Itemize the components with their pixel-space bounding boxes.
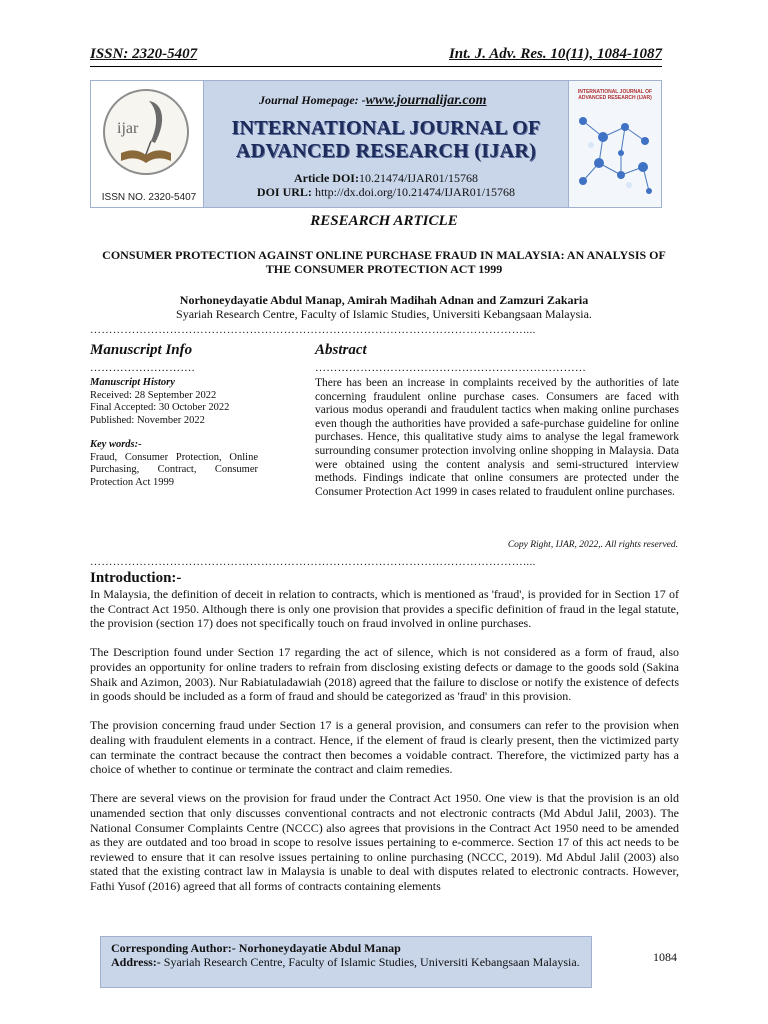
running-header [90,46,662,67]
molecule-network-icon [569,81,661,207]
quill-book-logo-icon [103,89,189,175]
address-text: Syariah Research Centre, Faculty of Islamic Studies, Universiti Kebangsaan Malaysia. [160,955,580,969]
cover-title-text: INTERNATIONAL JOURNAL OF ADVANCED RESEARCH (IJAR) [577,89,653,101]
abstract-dots: ……………………………………………………………… [315,362,587,374]
corresponding-author-box [100,936,592,988]
address-label: Address:- [111,955,161,969]
accepted-date: Final Accepted: 30 October 2022 [90,402,230,413]
manuscript-info-heading: Manuscript Info [90,342,193,358]
separator-bottom: …………………………………………………………………………………………………….... [90,556,536,568]
issn-label: ISSN: 2320-5407 [90,46,198,62]
manuscript-dots: ………………………. [90,362,195,374]
article-authors: Norhoneydayatie Abdul Manap, Amirah Madihah Adnan and Zamzuri Zakaria [179,293,589,307]
received-date: Received: 28 September 2022 [90,389,217,401]
article-type: RESEARCH ARTICLE [310,213,458,229]
published-date: Published: November 2022 [90,414,205,426]
paragraph: There are several views on the provision for fraud under the Contract Act 1950. One view is that the provision is an old unamended section that only discusses conventional contracts and not electronic contracts (Md Abdul Jalil, 2003). The National Consumer Complaints Centre (NCCC) also agrees that provisions in the Contract Act 1950 need to be amended as they are outdated and too broad in scope to resolve issues pertaining to e-commerce. Section 17 of this act needs to be reviewed to ensure that it can resolve issues pertaining to online purchasing (NCCC, 2019). Md Abdul Jalil (2003) also stated that the existing contract law in Malaysia is unable to deal with disputes related to electronic contracts. However, Fathi Yusof (2016) agreed that all forms of contracts containing elements [90,791,679,893]
article-title: CONSUMER PROTECTION AGAINST ONLINE PURCHASE FRAUD IN MALAYSIA: AN ANALYSIS OF THE CONSUMER PROTECTION ACT 1999 [102,248,666,276]
abstract-heading: Abstract [315,342,367,358]
journal-banner [90,80,662,208]
logo-issn-text: ISSN NO. 2320-5407 [101,192,197,203]
homepage-label: Journal Homepage: - [259,93,366,107]
journal-title-line1: INTERNATIONAL JOURNAL OF [231,117,541,139]
journal-cover-image [568,81,661,207]
abstract-text: There has been an increase in complaints received by the authorities of late concerning fraudulent online purchase cases. Consumers are faced with various modus operandi and fraudulent tactics when making online purchases even though the authorities have provided a safe-purchase guideline for online purchases. Hence, this qualitative study aims to analyse the legal framework surrounding consumer protection involving online shopping in Malaysia. Data were obtained using the content analysis and semi-structured interview methods. Findings indicate that online consumers are protected under the Consumer Protection Act 1999 in cases related to fraudulent online purchases. [315,377,679,498]
doi-url-label: DOI URL: [256,185,312,199]
corresponding-author: Corresponding Author:- Norhoneydayatie Abdul Manap [111,941,401,955]
paragraph: The Description found under Section 17 regarding the act of silence, which is not considered as a form of fraud, also provides an opportunity for online traders to refrain from disclosing existing defects or damage to the goods sold (Sakina Shaik and Azimon, 2003). Nur Rabiatuladawiah (2018) agreed that the failure to disclose or notify the existence of defects in goods should be included as a form of fraud and should be categorized as 'fraud' in this provision. [90,645,679,704]
doi-value: 10.21474/IJAR01/15768 [358,171,478,185]
keywords-list: Fraud, Consumer Protection, Online Purchasing, Contract, Consumer Protection Act 1999 [90,451,258,488]
introduction-body [90,587,679,908]
journal-homepage [259,93,487,109]
separator-top: …………………………………………………………………………………………………….... [90,324,536,336]
doi-block [211,171,561,199]
homepage-link[interactable]: www.journalijar.com [365,93,487,108]
journal-title [211,117,561,163]
history-heading: Manuscript History [90,377,175,388]
svg-text:ijar: ijar [117,120,139,137]
manuscript-info [90,377,258,489]
keywords-heading: Key words:- [90,439,142,450]
paragraph: The provision concerning fraud under Section 17 is a general provision, and consumers can refer to the provision when dealing with fraudulent elements in a contract. Hence, if the element of fraud is clearly present, then the victimized party can terminate the contract because the contract then becomes a voidable contract. Therefore, the victimized party has a choice of whether to continue or terminate the contract and claim remedies. [90,718,679,777]
page-number: 1084 [653,950,677,964]
introduction-heading: Introduction:- [90,570,182,586]
article-affiliation: Syariah Research Centre, Faculty of Islamic Studies, Universiti Kebangsaan Malaysia. [176,307,592,321]
journal-logo [91,81,204,207]
doi-url-link[interactable]: http://dx.doi.org/10.21474/IJAR01/15768 [314,185,516,199]
copyright-notice: Copy Right, IJAR, 2022,. All rights reserved. [507,540,678,550]
paragraph: In Malaysia, the definition of deceit in relation to contracts, which is mentioned as 'fraud', is provided for in Section 17 of the Contract Act 1950. Although there is only one provision that provides a specific definition of fraud in the legal statute, the provision (section 17) does not specifically touch on fraud involved in online purchases. [90,587,679,631]
journal-reference: Int. J. Adv. Res. 10(11), 1084-1087 [448,46,662,62]
doi-label: Article DOI: [294,171,359,185]
journal-title-line2: ADVANCED RESEARCH (IJAR) [235,140,537,162]
